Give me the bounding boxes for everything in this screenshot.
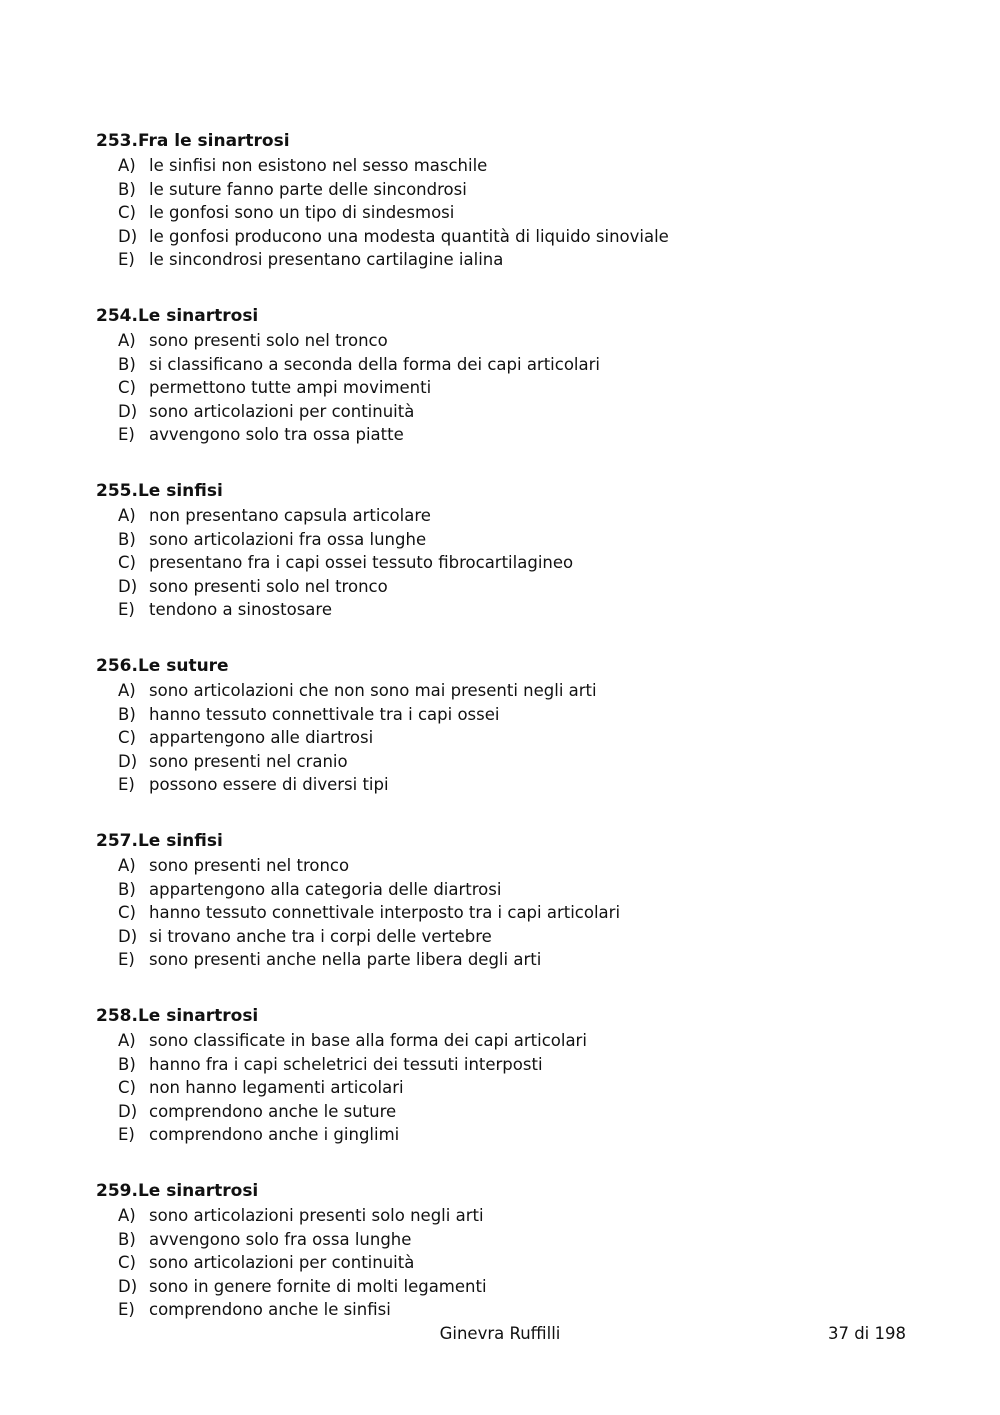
answer-option-b	[96, 1053, 916, 1077]
question-title: 257.Le sinfisi	[96, 831, 223, 851]
answer-text: sono presenti solo nel tronco	[149, 576, 388, 596]
answer-option-b	[96, 878, 916, 902]
answer-text: sono presenti nel cranio	[149, 751, 348, 771]
answer-text: sono presenti solo nel tronco	[149, 331, 388, 350]
answer-option-b	[96, 1228, 916, 1252]
answer-letter: B)	[118, 879, 136, 899]
answer-letter: C)	[118, 903, 136, 923]
answer-letter: A)	[118, 681, 136, 700]
page-number: 37 di 198	[827, 1324, 906, 1343]
answer-letter: E)	[118, 1125, 135, 1145]
answer-text: sono classificate in base alla forma dei capi articolari	[149, 1031, 587, 1050]
answer-option-a	[96, 679, 916, 703]
answer-letter: D)	[118, 576, 138, 596]
answer-option-b	[96, 703, 916, 727]
answer-letter: E)	[118, 600, 135, 620]
answer-text: sono in genere fornite di molti legamenti	[149, 1276, 487, 1296]
answer-option-d	[96, 400, 916, 424]
answer-list	[96, 854, 916, 972]
answer-letter: B)	[118, 354, 136, 374]
question-254	[96, 303, 916, 478]
answer-list	[96, 1204, 916, 1322]
answer-option-e	[96, 598, 916, 622]
answer-option-a	[96, 329, 916, 353]
answer-letter: A)	[118, 331, 136, 350]
answer-text: possono essere di diversi tipi	[149, 775, 389, 795]
answer-letter: A)	[118, 506, 136, 525]
answer-text: sono articolazioni per continuità	[149, 1253, 415, 1273]
answer-option-c	[96, 201, 916, 225]
answer-list	[96, 329, 916, 447]
question-255	[96, 478, 916, 653]
answer-letter: A)	[118, 156, 136, 175]
answer-text: non presentano capsula articolare	[149, 506, 431, 525]
answer-text: le gonfosi sono un tipo di sindesmosi	[149, 203, 455, 223]
answer-option-d	[96, 1275, 916, 1299]
answer-text: hanno fra i capi scheletrici dei tessuti interposti	[149, 1054, 543, 1074]
answer-letter: E)	[118, 250, 135, 270]
answer-letter: C)	[118, 378, 136, 398]
answer-option-e	[96, 248, 916, 272]
answer-text: comprendono anche le sinfisi	[149, 1300, 391, 1320]
answer-letter: E)	[118, 950, 135, 970]
answer-option-c	[96, 551, 916, 575]
answer-text: hanno tessuto connettivale interposto tra i capi articolari	[149, 903, 621, 923]
answer-letter: E)	[118, 425, 135, 445]
answer-list	[96, 1029, 916, 1147]
answer-option-c	[96, 376, 916, 400]
answer-text: le gonfosi producono una modesta quantità di liquido sinoviale	[149, 226, 669, 246]
answer-option-b	[96, 178, 916, 202]
answer-text: sono presenti nel tronco	[149, 856, 350, 875]
answer-letter: E)	[118, 1300, 135, 1320]
answer-option-a	[96, 504, 916, 528]
answer-text: le sinfisi non esistono nel sesso maschile	[149, 156, 488, 175]
answer-letter: D)	[118, 926, 138, 946]
answer-text: appartengono alle diartrosi	[149, 728, 374, 748]
answer-text: si trovano anche tra i corpi delle vertebre	[149, 926, 492, 946]
question-title: 256.Le suture	[96, 656, 229, 676]
answer-text: sono articolazioni presenti solo negli arti	[149, 1206, 484, 1225]
answer-letter: D)	[118, 1101, 138, 1121]
answer-text: sono presenti anche nella parte libera degli arti	[149, 950, 542, 970]
answer-option-c	[96, 1076, 916, 1100]
answer-text: sono articolazioni che non sono mai presenti negli arti	[149, 681, 597, 700]
answer-option-b	[96, 353, 916, 377]
answer-option-a	[96, 854, 916, 878]
answer-option-d	[96, 1100, 916, 1124]
answer-letter: D)	[118, 1276, 138, 1296]
answer-text: avvengono solo tra ossa piatte	[149, 425, 404, 445]
answer-list	[96, 504, 916, 622]
answer-option-e	[96, 1298, 916, 1322]
answer-letter: A)	[118, 856, 136, 875]
question-253	[96, 128, 916, 303]
answer-text: non hanno legamenti articolari	[149, 1078, 404, 1098]
answer-letter: C)	[118, 1078, 136, 1098]
answer-text: le suture fanno parte delle sincondrosi	[149, 179, 467, 199]
question-title: 258.Le sinartrosi	[96, 1006, 259, 1026]
answer-text: comprendono anche i ginglimi	[149, 1125, 400, 1145]
answer-letter: D)	[118, 401, 138, 421]
answer-text: avvengono solo fra ossa lunghe	[149, 1229, 412, 1249]
question-256	[96, 653, 916, 828]
answer-option-c	[96, 901, 916, 925]
answer-letter: B)	[118, 1229, 136, 1249]
answer-option-e	[96, 948, 916, 972]
answer-text: tendono a sinostosare	[149, 600, 332, 620]
question-257	[96, 828, 916, 1003]
question-title: 255.Le sinfisi	[96, 481, 223, 501]
answer-letter: B)	[118, 179, 136, 199]
answer-letter: C)	[118, 203, 136, 223]
question-title: 253.Fra le sinartrosi	[96, 131, 290, 151]
answer-option-d	[96, 750, 916, 774]
question-title: 259.Le sinartrosi	[96, 1181, 259, 1201]
answer-option-b	[96, 528, 916, 552]
answer-letter: A)	[118, 1031, 136, 1050]
answer-option-d	[96, 575, 916, 599]
answer-letter: B)	[118, 529, 136, 549]
answer-letter: C)	[118, 1253, 136, 1273]
answer-letter: D)	[118, 226, 138, 246]
answer-text: comprendono anche le suture	[149, 1101, 397, 1121]
answer-option-d	[96, 925, 916, 949]
answer-option-e	[96, 1123, 916, 1147]
answer-option-e	[96, 773, 916, 797]
answer-text: permettono tutte ampi movimenti	[149, 378, 432, 398]
answer-option-c	[96, 1251, 916, 1275]
answer-letter: A)	[118, 1206, 136, 1225]
answer-text: presentano fra i capi ossei tessuto fibrocartilagineo	[149, 553, 574, 573]
answer-list	[96, 154, 916, 272]
answer-letter: C)	[118, 728, 136, 748]
answer-option-a	[96, 1204, 916, 1228]
question-258	[96, 1003, 916, 1178]
answer-letter: B)	[118, 704, 136, 724]
answer-option-c	[96, 726, 916, 750]
question-list	[96, 128, 916, 1353]
answer-list	[96, 679, 916, 797]
answer-option-d	[96, 225, 916, 249]
answer-text: appartengono alla categoria delle diartrosi	[149, 879, 502, 899]
answer-option-e	[96, 423, 916, 447]
answer-letter: B)	[118, 1054, 136, 1074]
answer-text: si classificano a seconda della forma dei capi articolari	[149, 354, 600, 374]
answer-letter: E)	[118, 775, 135, 795]
footer-author: Ginevra Ruffilli	[439, 1324, 561, 1343]
question-title: 254.Le sinartrosi	[96, 306, 259, 326]
answer-letter: C)	[118, 553, 136, 573]
answer-text: le sincondrosi presentano cartilagine ialina	[149, 250, 504, 270]
answer-option-a	[96, 1029, 916, 1053]
answer-text: sono articolazioni fra ossa lunghe	[149, 529, 427, 549]
answer-option-a	[96, 154, 916, 178]
answer-text: sono articolazioni per continuità	[149, 401, 415, 421]
answer-letter: D)	[118, 751, 138, 771]
answer-text: hanno tessuto connettivale tra i capi ossei	[149, 704, 500, 724]
